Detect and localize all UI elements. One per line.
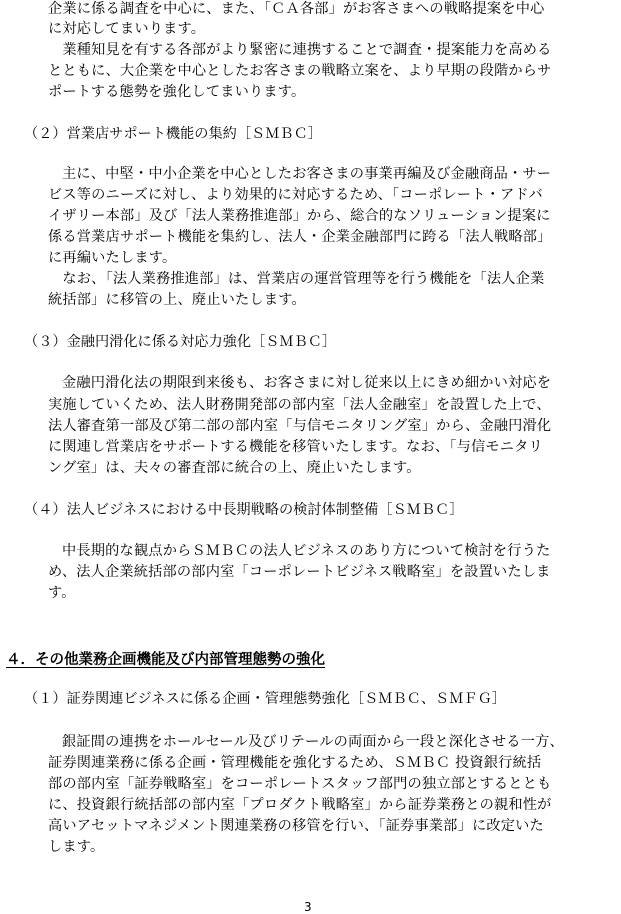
section-2-line-2: ビス等のニーズに対し、より効果的に対応するため、「コーポレート・アドバ [48, 187, 543, 203]
subsection-1-line-4: に、投資銀行統括部の部内室「プロダクト戦略室」から証券業務との親和性が [48, 797, 552, 813]
section-3-line-2: 実施していくため、法人財務開発部の部内室「法人金融室」を設置した上で、 [48, 397, 551, 413]
section-4-line-2: め、法人企業統括部の部内室「コーポレートビジネス戦略室」を設置いたしま [48, 564, 551, 580]
section-2-line-3: イザリー本部」及び「法人業務推進部」から、総合的なソリューション提案に [48, 208, 551, 224]
section-4-line-3: す。 [48, 585, 76, 601]
page-number: 3 [304, 900, 312, 914]
subsection-1-line-3: 部の部内室「証券戦略室」をコーポレートスタッフ部門の独立部とするととも [48, 776, 552, 792]
intro-line-3: 業種知見を有する各部がより緊密に連携することで調査・提案能力を高める [48, 42, 552, 58]
intro-line-1: 企業に係る調査を中心に、また、「ＣＡ各部」がお客さまへの戦略提案を中心 [48, 1, 545, 17]
intro-line-2: に対応してまいります。 [48, 21, 206, 37]
section-3-line-5: ング室」は、夫々の審査部に統合の上、廃止いたします。 [48, 460, 421, 476]
section-4-heading: （４）法人ビジネスにおける中長期戦略の検討体制整備［ＳＭＢＣ］ [24, 502, 464, 518]
section-2-line-4: 係る営業店サポート機能を集約し、法人・企業金融部門に跨る「法人戦略部」 [48, 229, 552, 245]
section-2-line-7: 統括部」に移管の上、廃止いたします。 [48, 292, 306, 308]
section-3-line-3: 法人審査第一部及び第二部の部内室「与信モニタリング室」から、金融円滑化 [48, 418, 552, 434]
intro-line-5: ポートする態勢を強化してまいります。 [48, 84, 306, 100]
subsection-1-line-2: 証券関連業務に係る企画・管理機能を強化するため、ＳＭＢＣ 投資銀行統括 [48, 755, 542, 771]
section-3-line-4: に関連し営業店をサポートする機能を移管いたします。なお、「与信モニタリ [48, 439, 543, 455]
section-3-heading: （３）金融円滑化に係る対応力強化［ＳＭＢＣ］ [24, 334, 337, 350]
section-4-line-1: 中長期的な観点からＳＭＢＣの法人ビジネスのあり方について検討を行うた [62, 543, 551, 559]
section-2-line-5: に再編いたします。 [48, 250, 177, 266]
section-3-line-1: 金融円滑化法の期限到来後も、お客さまに対し従来以上にきめ細かい対応を [62, 375, 552, 391]
intro-line-4: とともに、大企業を中心としたお客さまの戦略立案を、より早期の段階からサ [48, 63, 552, 79]
section-2-heading: （２）営業店サポート機能の集約［ＳＭＢＣ］ [24, 126, 322, 142]
subsection-1-line-1: 銀証間の連携をホールセール及びリテールの両面から一段と深化させる一方、 [62, 734, 564, 750]
subsection-1-line-5: 高いアセットマネジメント関連業務の移管を行い、「証券事業部」に改定いた [48, 818, 544, 834]
section-2-line-6: なお、「法人業務推進部」は、営業店の運営管理等を行う機能を「法人企業 [48, 271, 545, 287]
chapter-4-heading: ４．その他業務企画機能及び内部管理態勢の強化 [6, 652, 325, 668]
subsection-1-line-6: します。 [48, 839, 105, 855]
subsection-1-heading: （１）証券関連ビジネスに係る企画・管理態勢強化［ＳＭＢＣ、ＳＭＦＧ］ [24, 691, 506, 707]
section-2-line-1: 主に、中堅・中小企業を中心としたお客さまの事業再編及び金融商品・サー [62, 166, 552, 182]
